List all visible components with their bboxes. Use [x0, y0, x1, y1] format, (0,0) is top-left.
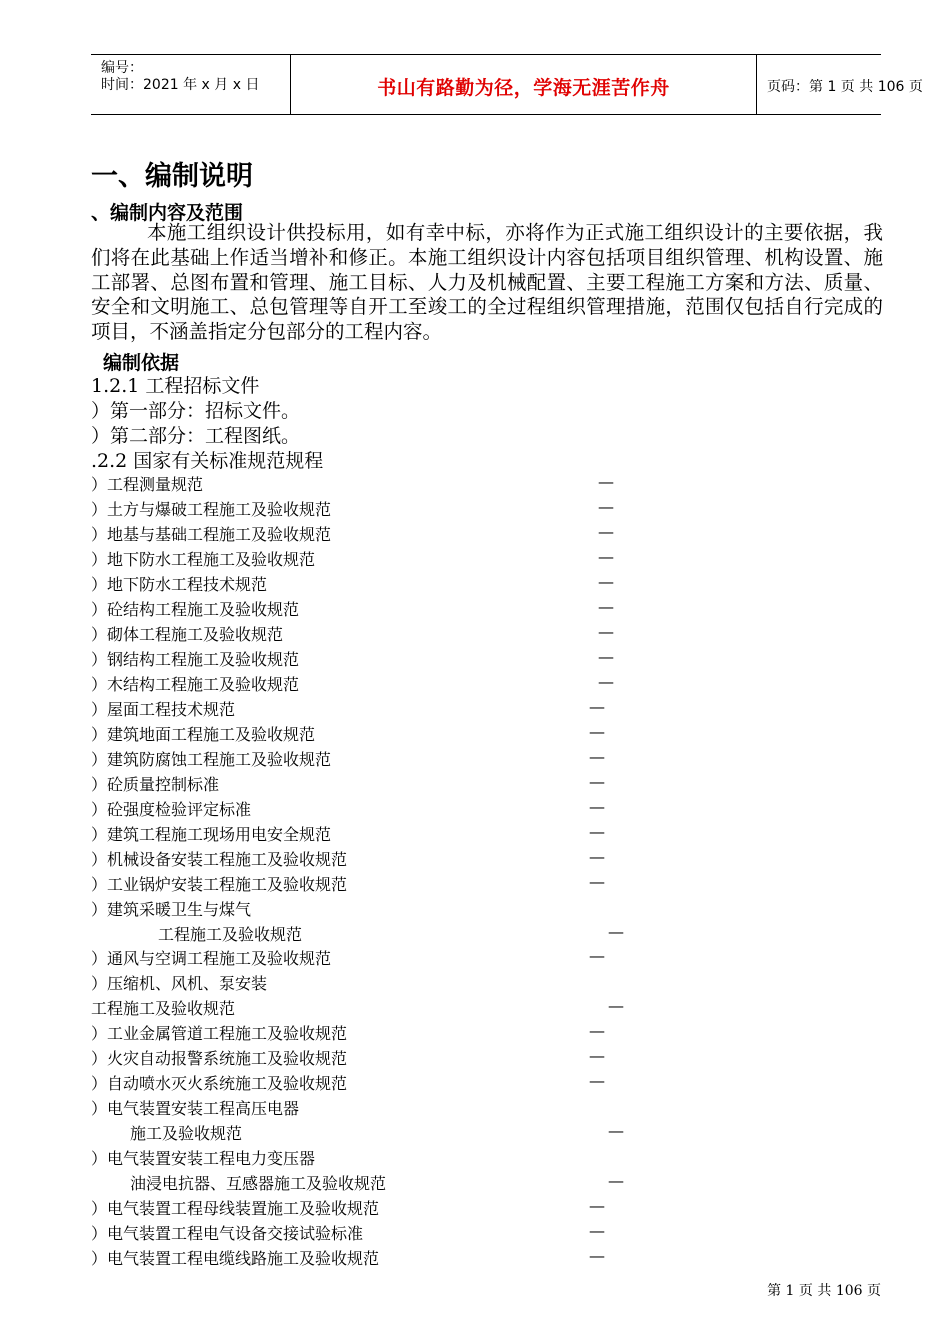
subsection-tender-docs: 1.2.1 工程招标文件 [91, 375, 260, 397]
standard-item: ）火灾自动报警系统施工及验收规范 [91, 1049, 348, 1068]
standard-item: ）电气装置安装工程高压电器 [91, 1099, 300, 1118]
header-motto: 书山有路勤为径，学海无涯苦作舟 [377, 77, 670, 99]
list-item: ）第一部分：招标文件。 [91, 400, 301, 422]
document-title: 一、编制说明 [91, 161, 253, 192]
standard-item: ）电气装置工程电气设备交接试验标准 [91, 1224, 364, 1243]
standard-item: ）压缩机、风机、泵安装 [91, 974, 268, 993]
standard-dash: — [589, 872, 605, 891]
standard-item: ）电气装置安装工程电力变压器 [91, 1149, 316, 1168]
standard-item: ）建筑地面工程施工及验收规范 [91, 725, 316, 744]
standard-dash: — [598, 622, 614, 641]
standard-dash: — [608, 922, 624, 941]
header-info-cell [91, 55, 291, 114]
standard-item: ）自动喷水灭火系统施工及验收规范 [91, 1074, 348, 1093]
standard-item: ）建筑采暖卫生与煤气 [91, 900, 252, 919]
standard-dash: — [589, 722, 605, 741]
standard-item-continuation: 工程施工及验收规范 [91, 999, 236, 1018]
standard-dash: — [589, 847, 605, 866]
standard-dash: — [589, 1021, 605, 1040]
standard-dash: — [589, 797, 605, 816]
header-page-number: 页码：第 1 页 共 106 页 [767, 79, 923, 95]
standard-dash: — [598, 522, 614, 541]
standard-dash: — [598, 647, 614, 666]
standard-item: ）建筑工程施工现场用电安全规范 [91, 825, 332, 844]
standard-dash: — [589, 697, 605, 716]
standard-dash: — [598, 672, 614, 691]
standard-item: ）砼强度检验评定标准 [91, 800, 252, 819]
standard-item: ）电气装置工程电缆线路施工及验收规范 [91, 1249, 380, 1268]
standard-item: ）砼质量控制标准 [91, 775, 220, 794]
standard-item: ）建筑防腐蚀工程施工及验收规范 [91, 750, 332, 769]
standard-dash: — [598, 572, 614, 591]
standard-item-continuation: 工程施工及验收规范 [158, 925, 303, 944]
page-header [91, 54, 923, 115]
standard-item: ）工业锅炉安装工程施工及验收规范 [91, 875, 348, 894]
standard-item: ）机械设备安装工程施工及验收规范 [91, 850, 348, 869]
header-page-cell [757, 55, 923, 114]
standard-dash: — [608, 996, 624, 1015]
standard-dash: — [589, 946, 605, 965]
time-label: 时间：2021 年 x 月 x 日 [101, 77, 260, 93]
standard-dash: — [589, 1196, 605, 1215]
standard-dash: — [598, 597, 614, 616]
standard-item: ）屋面工程技术规范 [91, 700, 236, 719]
standard-item: ）砼结构工程施工及验收规范 [91, 600, 300, 619]
standard-dash: — [589, 1071, 605, 1090]
standard-dash: — [589, 747, 605, 766]
standard-dash: — [589, 1046, 605, 1065]
list-item: ）第二部分：工程图纸。 [91, 425, 301, 447]
standard-dash: — [589, 822, 605, 841]
standard-item: ）通风与空调工程施工及验收规范 [91, 949, 332, 968]
standard-item: ）地下防水工程技术规范 [91, 575, 268, 594]
standard-dash: — [598, 547, 614, 566]
standard-item: ）工业金属管道工程施工及验收规范 [91, 1024, 348, 1043]
section-heading-basis: 编制依据 [103, 352, 180, 374]
standard-item: ）电气装置工程母线装置施工及验收规范 [91, 1199, 380, 1218]
standard-item: ）地基与基础工程施工及验收规范 [91, 525, 332, 544]
header-motto-cell [291, 55, 757, 114]
standard-item-continuation: 施工及验收规范 [130, 1124, 243, 1143]
section-body-scope: 本施工组织设计供投标用，如有幸中标，亦将作为正式施工组织设计的主要依据，我们将在此基础上作适当增补和修正。本施工组织设计内容包括项目组织管理、机构设置、施工部署、总图布置和管理、施工目标、人力及机械配置、主要工程施工方案和方法、质量、安全和文明施工、总包管理等自开工至竣工的全过程组织管理措施，范围仅包括自行完成的项目，不涵盖指定分包部分的工程内容。 [91, 221, 883, 344]
serial-label: 编号： [101, 60, 143, 76]
standard-dash: — [589, 772, 605, 791]
standard-item: ）土方与爆破工程施工及验收规范 [91, 500, 332, 519]
standard-item: ）钢结构工程施工及验收规范 [91, 650, 300, 669]
standard-dash: — [598, 472, 614, 491]
standard-dash: — [608, 1171, 624, 1190]
standard-item-continuation: 油浸电抗器、互感器施工及验收规范 [130, 1174, 387, 1193]
page-footer-number: 第 1 页 共 106 页 [767, 1283, 881, 1299]
standard-dash: — [589, 1221, 605, 1240]
standard-dash: — [589, 1246, 605, 1265]
standard-dash: — [608, 1121, 624, 1140]
section-heading-scope: 、编制内容及范围 [91, 202, 244, 224]
standard-item: ）木结构工程施工及验收规范 [91, 675, 300, 694]
standard-dash: — [598, 497, 614, 516]
standard-item: ）地下防水工程施工及验收规范 [91, 550, 316, 569]
standard-item: ）工程测量规范 [91, 475, 204, 494]
subsection-national-standards: .2.2 国家有关标准规范规程 [91, 450, 324, 472]
standard-item: ）砌体工程施工及验收规范 [91, 625, 284, 644]
